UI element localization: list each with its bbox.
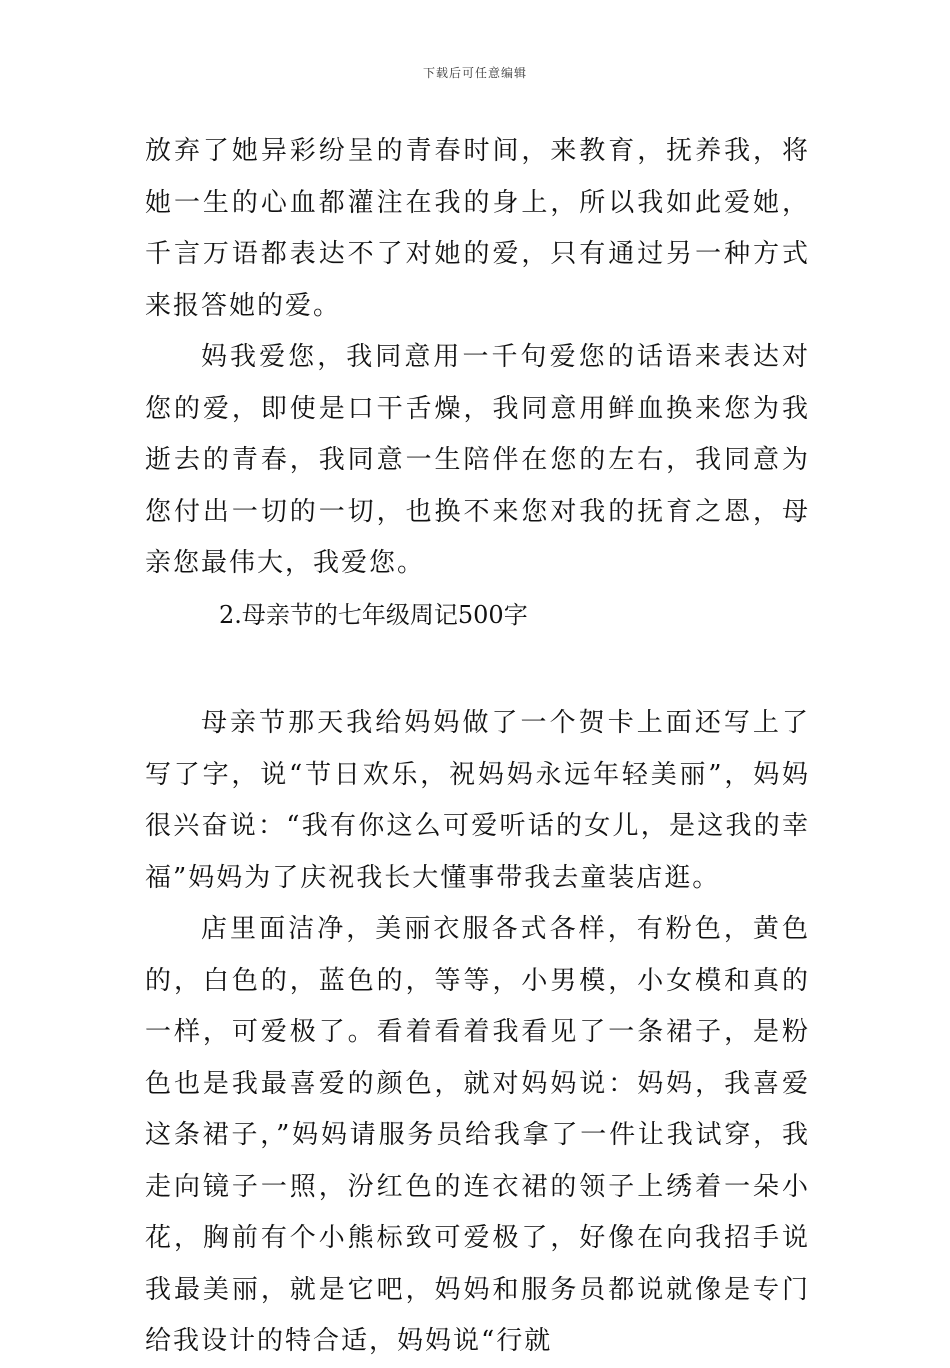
page-header: 下载后可任意编辑 [422, 66, 527, 80]
document-body [145, 126, 810, 1368]
section-heading: 2.母亲节的七年级周记500字 [219, 600, 528, 629]
paragraph-4: 店里面洁净，美丽衣服各式各样，有粉色，黄色的，白色的，蓝色的，等等，小男模，小女模和真的一样，可爱极了。看着看着我看见了一条裙子，是粉色也是我最喜爱的颜色，就对妈妈说：妈妈，我喜爱这条裙子，”妈妈请服务员给我拿了一件让我试穿，我走向镜子一照，汾红色的连衣裙的领子上绣着一朵小花，胸前有个小熊标致可爱极了，好像在向我招手说我最美丽，就是它吧，妈妈和服务员都说就像是专门给我设计的特合适，妈妈说“行就 [145, 914, 810, 1356]
paragraph-3: 母亲节那天我给妈妈做了一个贺卡上面还写上了写了字，说“节日欢乐，祝妈妈永远年轻美丽”，妈妈很兴奋说：“我有你这么可爱听话的女儿，是这我的幸福”妈妈为了庆祝我长大懂事带我去童装店逛。 [145, 708, 810, 893]
paragraph-1: 放弃了她异彩纷呈的青春时间，来教育，抚养我，将她一生的心血都灌注在我的身上，所以我如此爱她，千言万语都表达不了对她的爱，只有通过另一种方式来报答她的爱。 [145, 136, 810, 321]
paragraph-2: 妈我爱您，我同意用一千句爱您的话语来表达对您的爱，即使是口干舌燥，我同意用鲜血换来您为我逝去的青春，我同意一生陪伴在您的左右，我同意为您付出一切的一切，也换不来您对我的抚育之恩，母亲您最伟大，我爱您。 [145, 342, 810, 578]
spacer [145, 641, 810, 698]
